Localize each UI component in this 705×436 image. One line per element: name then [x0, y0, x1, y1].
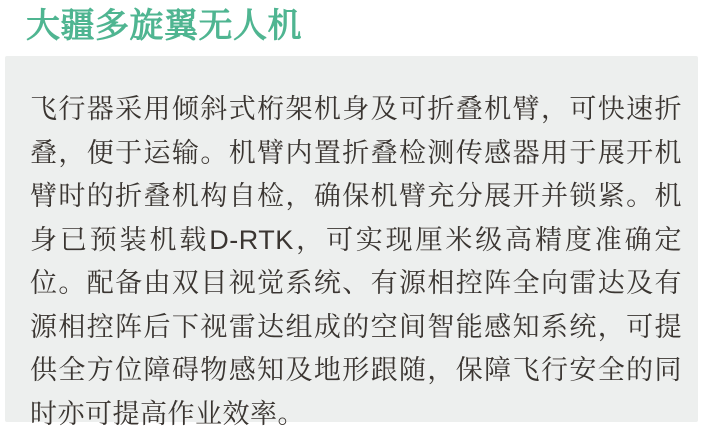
description-panel	[5, 56, 698, 429]
description-paragraph: 飞行器采用倾斜式桁架机身及可折叠机臂，可快速折叠，便于运输。机臂内置折叠检测传感器用于展开机臂时的折叠机构自检，确保机臂充分展开并锁紧。机身已预装机载D-RTK，可实现厘米级高精度准确定位。配备由双目视觉系统、有源相控阵全向雷达及有源相控阵后下视雷达组成的空间智能感知系统，可提供全方位障碍物感知及地形跟随，保障飞行安全的同时亦可提高作业效率。	[30, 94, 682, 429]
page-title: 大疆多旋翼无人机	[26, 7, 302, 45]
